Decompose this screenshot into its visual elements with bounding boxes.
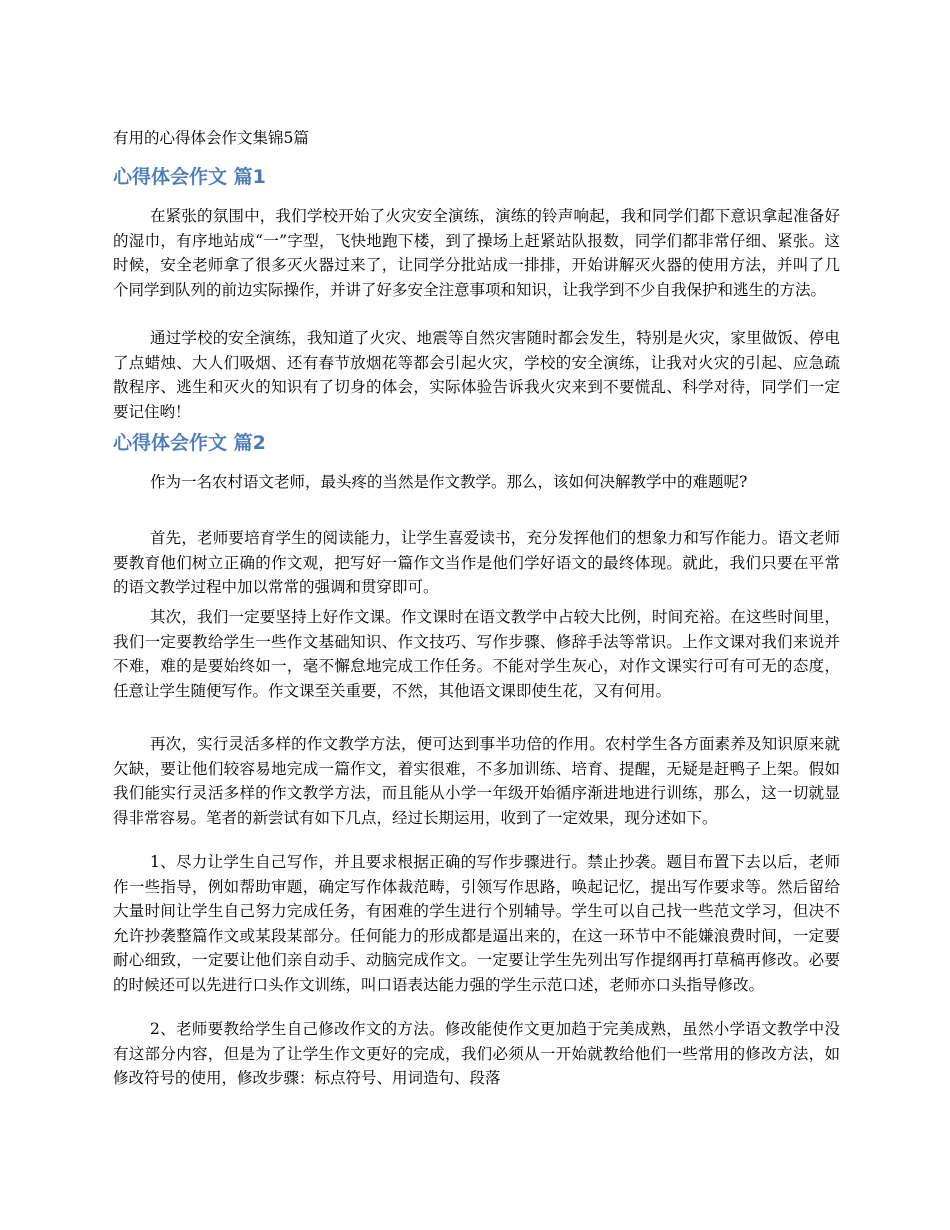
paragraph-1-1: 在紧张的氛围中，我们学校开始了火灾安全演练，演练的铃声响起，我和同学们都下意识拿起准备好的湿巾，有序地站成“一”字型，飞快地跑下楼，到了操场上赶紧站队报数，同学们都非常仔细、紧张。这时候，安全老师拿了很多灭火器过来了，让同学分批站成一排排，开始讲解灭火器的使用方法，并叫了几个同学到队列的前边实际操作，并讲了好多安全注意事项和知识，让我学到不少自我保护和逃生的方法。 (113, 207, 840, 299)
paragraph-2-1: 作为一名农村语文老师，最头疼的当然是作文教学。那么，该如何决解教学中的难题呢? (150, 473, 748, 491)
paragraph-2-3: 其次，我们一定要坚持上好作文课。作文课时在语文教学中占较大比例，时间充裕。在这些时间里，我们一定要教给学生一些作文基础知识、作文技巧、写作步骤、修辞手法等常识。上作文课对我们来说并不难，难的是要始终如一，毫不懈怠地完成工作任务。不能对学生灰心，对作文课实行可有可无的态度，任意让学生随便写作。作文课至关重要，不然，其他语文课即使生花，又有何用。 (113, 608, 840, 700)
paragraph-2-2: 首先，老师要培育学生的阅读能力，让学生喜爱读书，充分发挥他们的想象力和写作能力。语文老师要教育他们树立正确的作文观，把写好一篇作文当作是他们学好语文的最终体现。就此，我们只要在平常的语文教学过程中加以常常的强调和贯穿即可。 (113, 529, 840, 596)
paragraph-2-5: 1、尽力让学生自己写作，并且要求根据正确的写作步骤进行。禁止抄袭。题目布置下去以后，老师作一些指导，例如帮助审题，确定写作体裁范畴，引领写作思路，唤起记忆，提出写作要求等。然后留给大量时间让学生自己努力完成任务，有困难的学生进行个别辅导。学生可以自己找一些范文学习，但决不允许抄袭整篇作文或某段某部分。任何能力的形成都是逼出来的，在这一环节中不能嫌浪费时间，一定要耐心细致，一定要让他们亲自动手、动脑完成作文。一定要让学生先列出写作提纲再打草稿再修改。必要的时候还可以先进行口头作文训练，叫口语表达能力强的学生示范口述，老师亦口头指导修改。 (113, 853, 840, 994)
paragraph-2-4: 再次，实行灵活多样的作文教学方法，便可达到事半功倍的作用。农村学生各方面素养及知识原来就欠缺，要让他们较容易地完成一篇作文，着实很难，不多加训练、培育、提醒，无疑是赶鸭子上架。假如我们能实行灵活多样的作文教学方法，而且能从小学一年级开始循序渐进地进行训练，那么，这一切就显得非常容易。笔者的新尝试有如下几点，经过长期运用，收到了一定效果，现分述如下。 (113, 735, 840, 827)
paragraph-1-2: 通过学校的安全演练，我知道了火灾、地震等自然灾害随时都会发生，特别是火灾，家里做饭、停电了点蜡烛、大人们吸烟、还有春节放烟花等都会引起火灾，学校的安全演练，让我对火灾的引起、应急疏散程序、逃生和灭火的知识有了切身的体会，实际体验告诉我火灾来到不要慌乱、科学对待，同学们一定要记住哟！ (113, 329, 840, 421)
section-heading-2: 心得体会作文 篇2 (113, 432, 266, 454)
document-title: 有用的心得体会作文集锦5篇 (113, 129, 309, 147)
paragraph-2-6: 2、老师要教给学生自己修改作文的方法。修改能使作文更加趋于完美成熟，虽然小学语文教学中没有这部分内容，但是为了让学生作文更好的完成，我们必须从一开始就教给他们一些常用的修改方法，如修改符号的使用，修改步骤：标点符号、用词造句、段落 (113, 1020, 840, 1087)
section-heading-1: 心得体会作文 篇1 (113, 166, 266, 188)
